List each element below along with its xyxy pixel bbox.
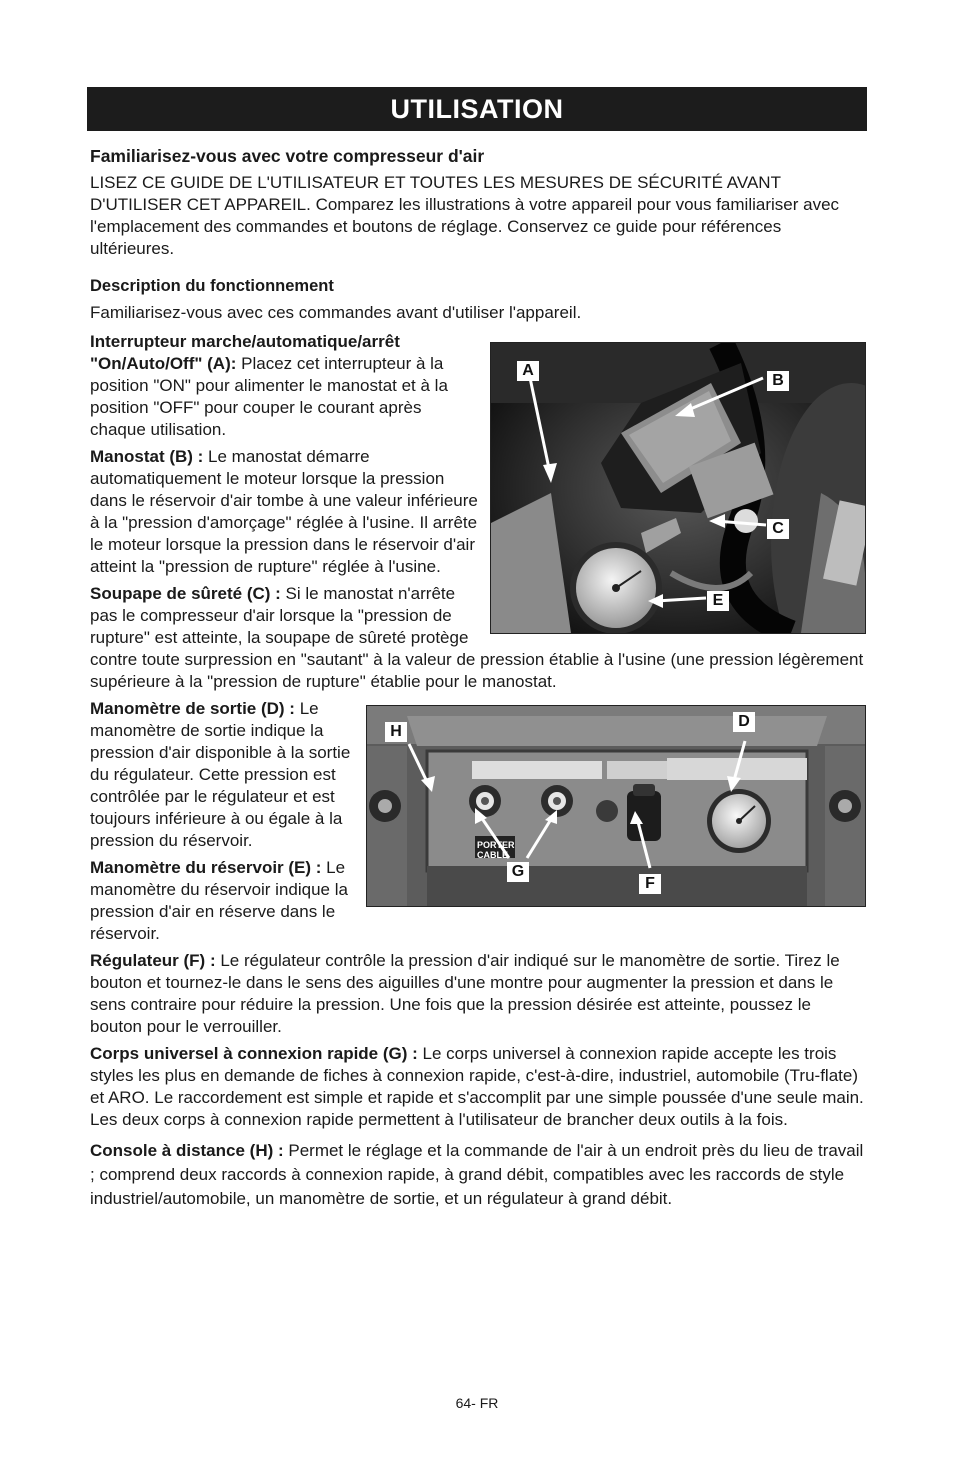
callout-f: F: [639, 874, 661, 894]
term-regulator: Régulateur (F) :: [90, 951, 216, 970]
page-title: UTILISATION: [87, 87, 867, 131]
brand-logo: PORTER CABLE: [477, 840, 515, 860]
description-intro: Familiarisez-vous avec ces commandes avant d'utiliser l'appareil.: [90, 303, 582, 322]
item-regulator: [90, 950, 866, 1038]
term-safety-valve: Soupape de sûreté (C) :: [90, 584, 281, 603]
text-outlet-gauge: Le manomètre de sortie indique la pression d'air disponible à la sortie du régulateur. Cette pression est contrôlée par le régulateur et est toujours inférieure à ou égale à la pression du réservoir.: [90, 699, 351, 850]
text-coupler: Le corps universel à connexion rapide accepte les trois styles les plus en demande de fiches à connexion rapide, c'est-à-dire, industriel, automobile (Tru-flate) et ARO. Le raccordement est simple et rapide et s'accomplit par une simple poussée d'une seule main. Les deux corps à connexion rapide permettent à l'utilisateur de brancher deux outils à la fois.: [90, 1044, 864, 1129]
text-pressure-switch: Le manostat démarre automatiquement le moteur lorsque la pression dans le réservoir d'air tombe à une valeur inférieure à la "pression d'amorçage" réglée à l'usine. Il arrête le moteur lorsque la pression dans le réservoir d'air atteint la "pression de rupture" réglée à l'usine.: [90, 447, 478, 576]
term-console: Console à distance (H) :: [90, 1141, 284, 1160]
callout-e: E: [707, 591, 729, 611]
item-coupler: [90, 1043, 866, 1131]
term-outlet-gauge: Manomètre de sortie (D) :: [90, 699, 295, 718]
pressure-switch-illustration: [491, 343, 865, 633]
text-console: Permet le réglage et la commande de l'air à un endroit près du lieu de travail ; comprend deux raccords à connexion rapide, à grand débit, compatibles avec les raccords de style industriel/automobile, un manomètre de sortie, et un régulateur à grand débit.: [90, 1141, 864, 1208]
callout-d: D: [733, 712, 755, 732]
remote-console-illustration: [367, 706, 865, 906]
figure-remote-console: [366, 705, 866, 907]
main-content: [90, 144, 866, 1216]
text-safety-valve: Si le manostat n'arrête pas le compresseur d'air lorsque la "pression de rupture" est atteinte, la soupape de sûreté protège contre toute surpression en "sautant" à la valeur de pression établie à l'usine (une pression légèrement supérieure à la "pression de rupture" établie pour le manostat.: [90, 584, 864, 691]
text-switch: Placez cet interrupteur à la position "ON" pour alimenter le manostat et à la position "OFF" pour couper le courant après chaque utilisation.: [90, 354, 448, 439]
description-title: Description du fonctionnement: [90, 277, 334, 295]
callout-c: C: [767, 519, 789, 539]
text-regulator: Le régulateur contrôle la pression d'air indiqué sur le manomètre de sortie. Tirez le bouton et tournez-le dans le sens des aiguilles d'une montre pour augmenter la pression et dans le sens contraire pour réduire la pression. Une fois que la pression désirée est atteinte, poussez le bouton pour le verrouiller.: [90, 951, 840, 1036]
section-title: Familiarisez-vous avec votre compresseur d'air: [90, 146, 485, 166]
text-tank-gauge: Le manomètre du réservoir indique la pression d'air en réserve dans le réservoir.: [90, 858, 348, 943]
term-coupler: Corps universel à connexion rapide (G) :: [90, 1044, 418, 1063]
term-pressure-switch: Manostat (B) :: [90, 447, 204, 466]
callout-g: G: [507, 862, 529, 882]
section-intro: LISEZ CE GUIDE DE L'UTILISATEUR ET TOUTES LES MESURES DE SÉCURITÉ AVANT D'UTILISER CET APPAREIL. Comparez les illustrations à votre appareil pour vous familiariser avec l'emplacement des commandes et boutons de réglage. Conservez ce guide pour références ultérieures.: [90, 173, 840, 258]
item-console: [90, 1139, 866, 1211]
term-switch: Interrupteur marche/automatique/arrêt "On/Auto/Off" (A):: [90, 332, 400, 373]
callout-h: H: [385, 722, 407, 742]
callout-b: B: [767, 371, 789, 391]
figure-pressure-switch: [490, 342, 866, 634]
page-number: 64- FR: [455, 1395, 499, 1411]
term-tank-gauge: Manomètre du réservoir (E) :: [90, 858, 322, 877]
callout-a: A: [517, 361, 539, 381]
